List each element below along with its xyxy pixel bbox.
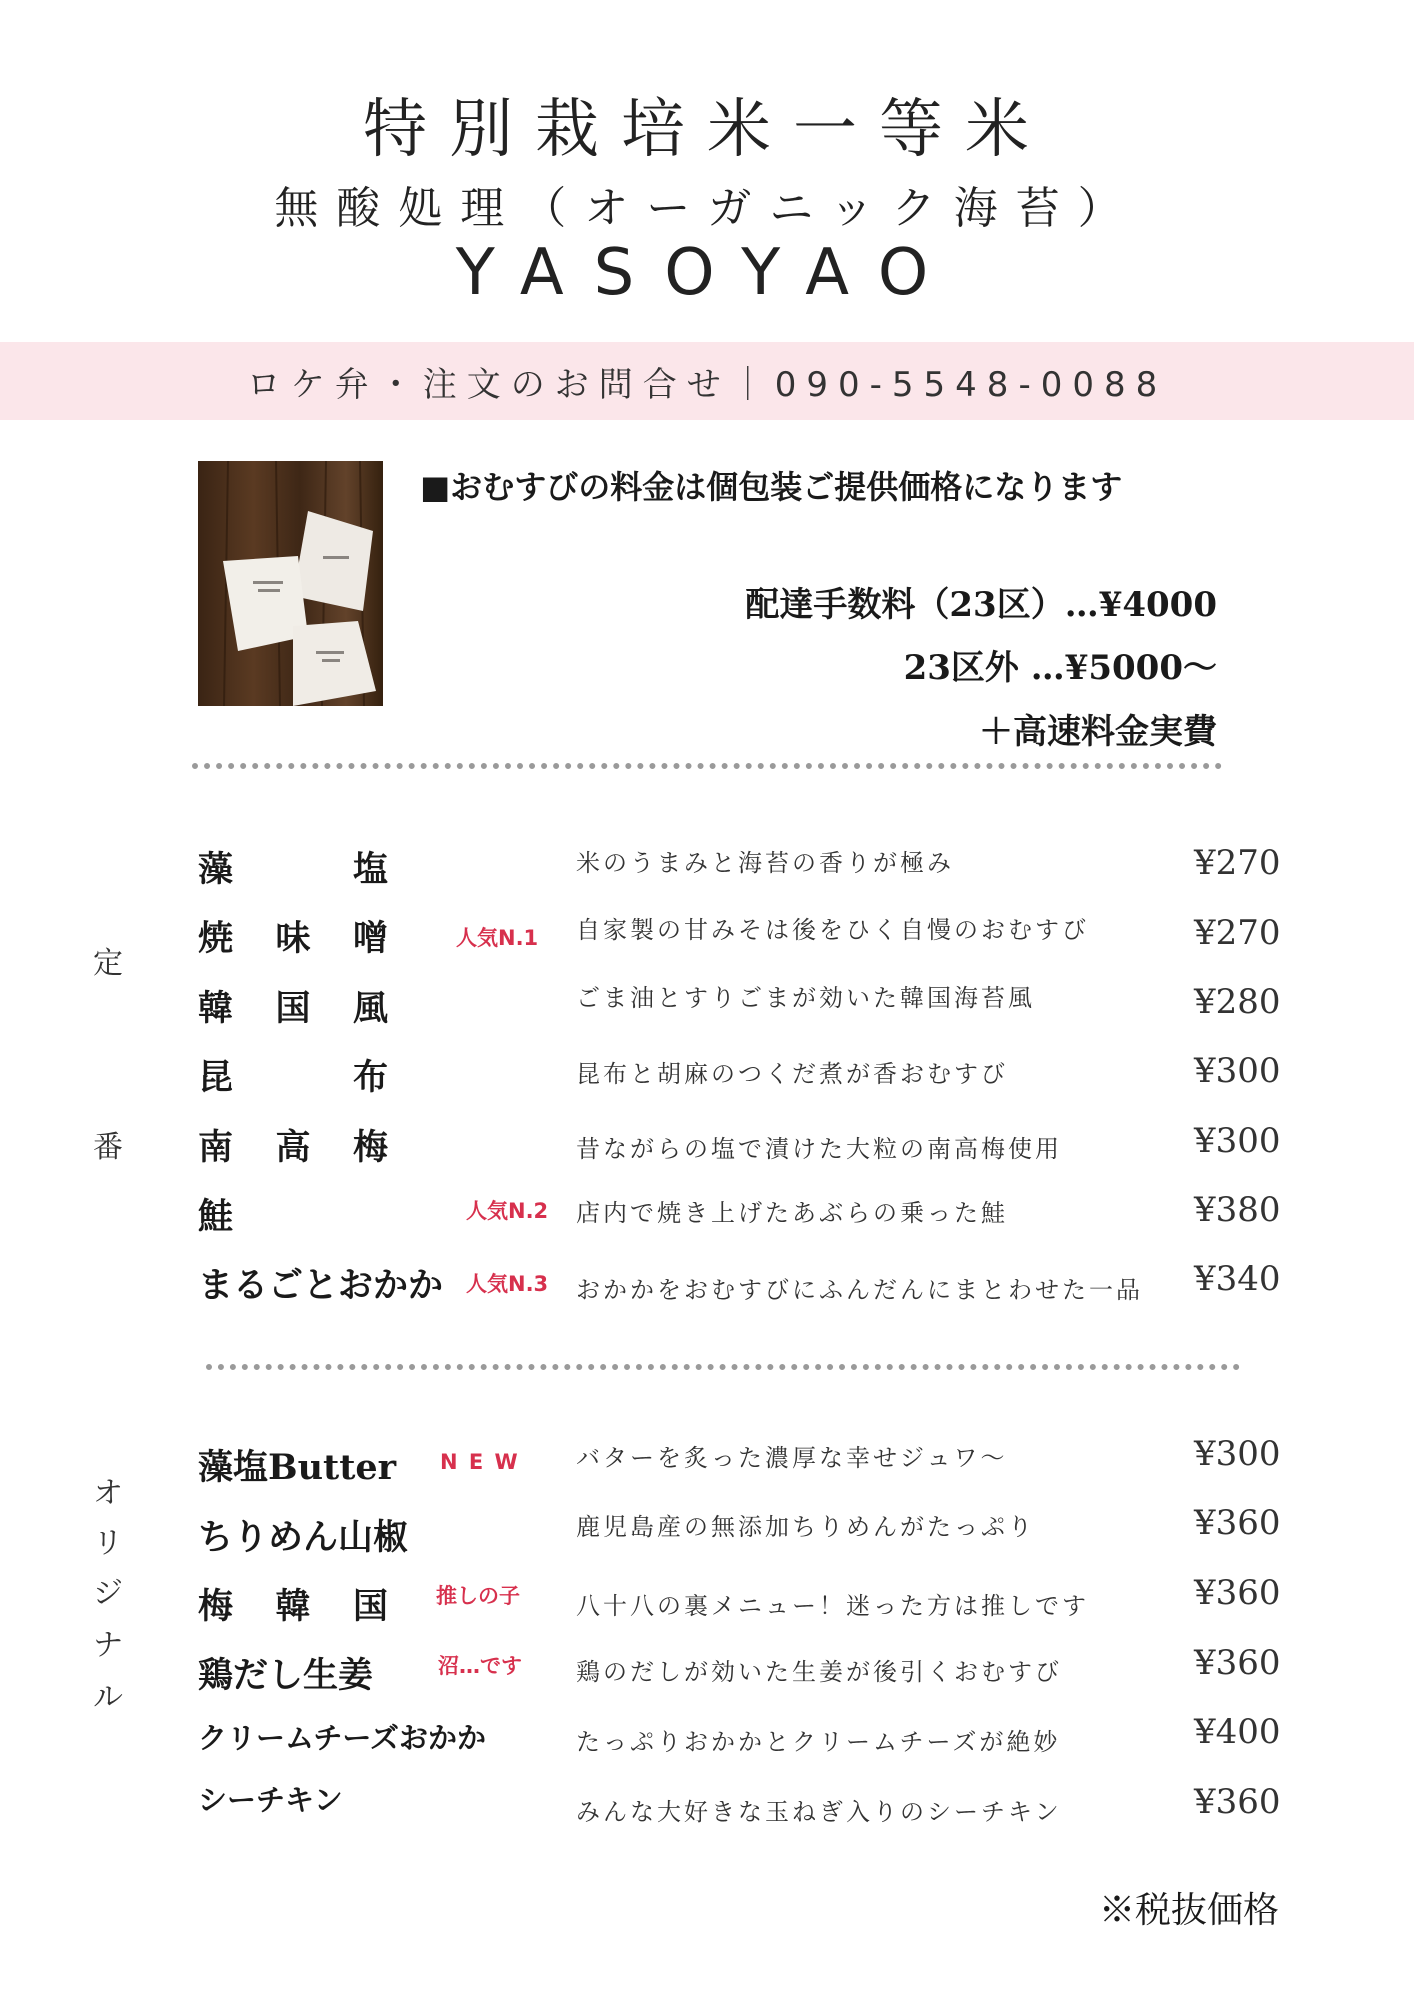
menu-item-name: シーチキン — [198, 1783, 343, 1817]
menu-item-price: ¥380 — [1194, 1190, 1281, 1230]
menu-item-name-spaced — [198, 1050, 388, 1100]
menu-item-price: ¥270 — [1194, 913, 1281, 953]
section-label-teiban-1: 定 — [93, 946, 123, 981]
menu-item-desc: おかかをおむすびにふんだんにまとわせた一品 — [576, 1276, 1143, 1304]
menu-item-price: ¥280 — [1194, 982, 1281, 1022]
menu-item-price: ¥270 — [1194, 843, 1281, 883]
delivery-fee-outside: 23区外 …¥5000〜 — [903, 648, 1217, 688]
menu-item-price: ¥300 — [1194, 1121, 1281, 1161]
contact-text: ロケ弁・注文のお問合せ｜090-5548-0088 — [246, 365, 1168, 405]
pricing-note: ■おむすびの料金は個包装ご提供価格になります — [420, 468, 1123, 506]
menu-item-desc: 八十八の裏メニュー！迷った方は推しです — [576, 1592, 1089, 1620]
onigiri-photo — [198, 461, 383, 706]
brand-name: YASOYAO — [455, 236, 959, 310]
menu-item-name-char: 高 — [275, 1127, 311, 1168]
section-label-original-5: ル — [93, 1680, 123, 1715]
menu-item-name-char: 国 — [275, 988, 311, 1029]
menu-item-desc: 鶏のだしが効いた生姜が後引くおむすび — [576, 1658, 1062, 1686]
divider-top — [192, 763, 1222, 769]
menu-item-name — [198, 842, 388, 892]
menu-item-name-char: 国 — [352, 1586, 388, 1627]
menu-item-price: ¥400 — [1194, 1712, 1281, 1752]
menu-item-name: 鶏だし生姜 — [198, 1655, 374, 1696]
page-title: 特別栽培米一等米 — [363, 93, 1051, 167]
menu-item-name: まるごとおかか — [198, 1265, 444, 1306]
recommend-badge: 推しの子 — [436, 1584, 520, 1608]
menu-item-name-spaced — [198, 981, 388, 1031]
menu-item-name-char: 韓 — [275, 1586, 311, 1627]
menu-item-name: 鮭 — [198, 1196, 234, 1237]
menu-item-desc: 店内で焼き上げたあぶらの乗った鮭 — [576, 1199, 1008, 1227]
onigiri-photo-graphic — [198, 461, 383, 706]
menu-item-name-char: 噌 — [352, 918, 388, 959]
section-label-original-4: ナ — [93, 1628, 123, 1663]
menu-item-name — [198, 1579, 388, 1629]
page-subtitle: 無酸処理（オーガニック海苔） — [274, 183, 1140, 234]
addictive-badge: 沼…です — [438, 1654, 522, 1678]
menu-item-name: クリームチーズおかか — [198, 1721, 486, 1755]
section-label-teiban-2: 番 — [93, 1130, 123, 1165]
section-label-original-3: ジ — [93, 1576, 123, 1611]
section-label-original-1: オ — [93, 1476, 123, 1511]
menu-item-desc: 鹿児島産の無添加ちりめんがたっぷり — [576, 1513, 1035, 1541]
menu-item-name-char: 布 — [352, 1057, 388, 1098]
menu-item-desc: ごま油とすりごまが効いた韓国海苔風 — [576, 984, 1035, 1012]
menu-item-name-spaced — [198, 842, 388, 892]
popular-badge: 人気N.2 — [466, 1199, 549, 1223]
menu-item-name-char: 韓 — [198, 988, 234, 1029]
menu-item-name-spaced — [198, 911, 388, 961]
menu-item-price: ¥300 — [1194, 1051, 1281, 1091]
popular-badge: 人気N.1 — [456, 926, 539, 950]
menu-item-desc: バターを炙った濃厚な幸せジュワ〜 — [576, 1444, 1008, 1472]
menu-item-name-char: 梅 — [352, 1127, 388, 1168]
menu-item-name-char: 昆 — [198, 1057, 234, 1098]
divider-middle — [206, 1364, 1240, 1370]
menu-item-desc: 自家製の甘みそは後をひく自慢のおむすび — [576, 916, 1089, 944]
new-badge: N E W — [440, 1450, 520, 1474]
highway-fee-note: ＋高速料金実費 — [979, 712, 1217, 752]
menu-item-desc: 米のうまみと海苔の香りが極み — [576, 849, 954, 877]
menu-item-name — [198, 911, 388, 961]
menu-item-name-spaced — [198, 1579, 388, 1629]
section-label-original-2: リ — [93, 1526, 123, 1561]
menu-item-name-char: 味 — [275, 918, 311, 959]
menu-item-name — [198, 1050, 388, 1100]
tax-note: ※税抜価格 — [1098, 1890, 1279, 1931]
menu-item-name-char: 南 — [198, 1127, 234, 1168]
menu-item-desc: みんな大好きな玉ねぎ入りのシーチキン — [576, 1798, 1062, 1826]
menu-item-name: 藻塩Butter — [198, 1447, 397, 1488]
menu-item-name-char: 塩 — [352, 849, 388, 890]
menu-item-desc: 昔ながらの塩で漬けた大粒の南高梅使用 — [576, 1135, 1062, 1163]
menu-item-price: ¥360 — [1194, 1782, 1281, 1822]
menu-item-name-char: 藻 — [198, 849, 234, 890]
menu-item-name-char: 焼 — [198, 918, 234, 959]
delivery-fee-23ku: 配達手数料（23区）…¥4000 — [745, 585, 1217, 625]
menu-item-price: ¥360 — [1194, 1643, 1281, 1683]
menu-item-desc: 昆布と胡麻のつくだ煮が香おむすび — [576, 1060, 1008, 1088]
menu-item-price: ¥300 — [1194, 1434, 1281, 1474]
menu-item-price: ¥360 — [1194, 1573, 1281, 1613]
menu-item-name-char: 風 — [352, 988, 388, 1029]
menu-item-price: ¥340 — [1194, 1259, 1281, 1299]
menu-item-name — [198, 981, 388, 1031]
menu-item-desc: たっぷりおかかとクリームチーズが絶妙 — [576, 1728, 1061, 1756]
popular-badge: 人気N.3 — [466, 1272, 549, 1296]
menu-item-name-char: 梅 — [198, 1586, 234, 1627]
menu-item-name: ちりめん山椒 — [198, 1517, 409, 1558]
menu-item-name — [198, 1120, 388, 1170]
menu-item-price: ¥360 — [1194, 1503, 1281, 1543]
menu-item-name-spaced — [198, 1120, 388, 1170]
